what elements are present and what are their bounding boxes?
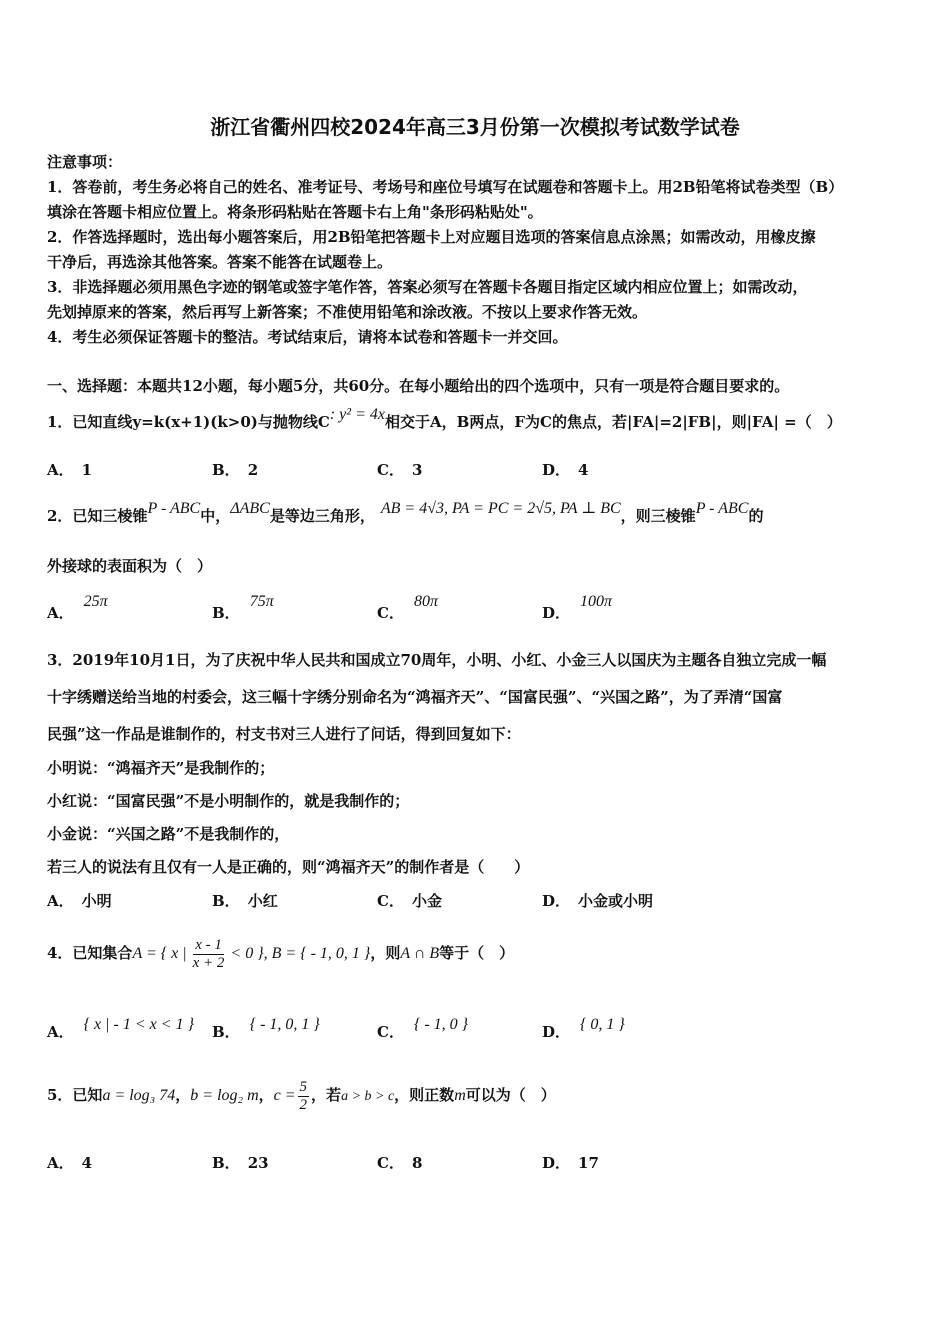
notice-line: 4．考生必须保证答题卡的整洁。考试结束后，请将本试卷和答题卡一并交回。: [47, 328, 568, 346]
page-title: 浙江省衢州四校2024年高三3月份第一次模拟考试数学试卷: [210, 115, 740, 139]
option-value: 小红: [247, 892, 278, 910]
q1-seg: FA: [632, 413, 654, 431]
q1-curve-eq: : y² = 4x: [329, 406, 385, 423]
q2-text: 中，: [200, 507, 231, 525]
option-label: B．: [212, 461, 240, 479]
q2-prefix: 2．已知三棱锥: [47, 507, 148, 525]
q1-point: F: [514, 413, 525, 431]
option-label: B．: [212, 892, 240, 910]
q5-prefix: 5．已知: [47, 1086, 103, 1104]
q1-option-d[interactable]: [542, 460, 588, 480]
option-label: A．: [47, 604, 74, 622]
option-value: 4: [578, 461, 589, 479]
q2-option-b[interactable]: [212, 593, 274, 624]
q4-text: 等于（ ）: [439, 944, 515, 962]
option-label: D．: [542, 604, 571, 622]
option-value: 80π: [413, 593, 438, 610]
option-label: B．: [212, 604, 240, 622]
q2-condition: AB = 4√3, PA = PC = 2√5, PA ⊥ BC: [380, 500, 621, 517]
q3-option-a[interactable]: [47, 891, 112, 911]
q1-text: |=2|: [653, 413, 688, 431]
option-label: C．: [377, 892, 404, 910]
q1-mid: 与抛物线: [257, 413, 318, 431]
option-label: C．: [377, 461, 404, 479]
q2-text: 是等边三角形，: [269, 507, 375, 525]
q3-line: 小红说：“国富民强”不是小明制作的，就是我制作的；: [47, 792, 410, 810]
option-label: A．: [47, 461, 74, 479]
q1-option-c[interactable]: [377, 460, 422, 480]
q1-curve: C: [317, 413, 330, 431]
q1-point: A: [429, 413, 442, 431]
q3-line: 若三人的说法有且仅有一人是正确的，则“鸿福齐天”的制作者是（ ）: [47, 858, 530, 876]
q4-option-b[interactable]: [212, 1016, 320, 1043]
option-value: { - 1, 0 }: [413, 1016, 469, 1033]
question-2: [47, 500, 764, 527]
q1-point: B: [456, 413, 470, 431]
q5-compare: a > b > c: [341, 1089, 395, 1104]
notice-line: 填涂在答题卡相应位置上。将条形码粘贴在答题卡右上角"条形码粘贴处"。: [47, 203, 543, 221]
q3-option-b[interactable]: [212, 891, 278, 911]
question-5: [47, 1075, 556, 1117]
q4-prefix: 4．已知集合: [47, 944, 133, 962]
option-value: 4: [81, 1154, 93, 1172]
q2-pyramid: P - ABC: [147, 500, 201, 517]
q1-text: 为: [525, 413, 541, 431]
q4-set-a: A = { x |: [132, 945, 191, 962]
q5-a: a = log₃ 74: [102, 1087, 176, 1104]
q5-text: ，: [258, 1086, 274, 1104]
q1-seg: FA: [752, 413, 774, 431]
q3-line: 民强”这一作品是谁制作的，村支书对三人进行了问话，得到回复如下：: [47, 725, 521, 743]
q3-line: 3．2019年10月1日，为了庆祝中华人民共和国成立70周年，小明、小红、小金三人以国庆为主题各自独立完成一幅: [47, 651, 827, 669]
notice-line: 2．作答选择题时，选出每小题答案后，用2B铅笔把答题卡上对应题目选项的答案信息点涂黑；如需改动，用橡皮擦: [47, 228, 816, 246]
notice-line: 1．答卷前，考生务必将自己的姓名、准考证号、考场号和座位号填写在试题卷和答题卡上。用2B铅笔将试卷类型（B）: [47, 178, 844, 196]
option-value: { x | - 1 < x < 1 }: [83, 1016, 194, 1033]
q1-option-a[interactable]: [47, 460, 92, 480]
q1-option-b[interactable]: [212, 460, 258, 480]
section-heading: 一、选择题：本题共12小题，每小题5分，共60分。在每小题给出的四个选项中，只有一项是符合题目要求的。: [47, 377, 790, 395]
option-value: 25π: [83, 593, 108, 610]
option-label: A．: [47, 1154, 74, 1172]
q5-option-a[interactable]: [47, 1153, 92, 1173]
option-value: 小明: [81, 892, 112, 910]
question-4: [47, 933, 514, 974]
notice-line: 3．非选择题必须用黑色字迹的钢笔或签字笔作答，答案必须写在答题卡各题目指定区域内相应位置上；如需改动，: [47, 278, 808, 296]
q2-text: ，则三棱锥: [620, 507, 696, 525]
option-value: 3: [411, 461, 423, 479]
q1-text: 的焦点，若|: [551, 413, 633, 431]
fraction-numerator: x - 1: [193, 937, 225, 955]
fraction-denominator: x + 2: [192, 954, 225, 971]
q1-text: | =（ ）: [773, 413, 842, 431]
option-value: 17: [578, 1154, 599, 1172]
q5-option-c[interactable]: [377, 1153, 422, 1173]
q4-intersection: A ∩ B: [400, 945, 440, 962]
q1-text: ，: [441, 413, 457, 431]
notice-line: 干净后，再选涂其他答案。答案不能答在试题卷上。: [47, 253, 393, 271]
option-label: C．: [377, 1154, 404, 1172]
fraction-numerator: 5: [299, 1078, 308, 1095]
q5-m: m: [454, 1087, 466, 1104]
q5-text: ，若: [311, 1086, 342, 1104]
option-value: { - 1, 0, 1 }: [249, 1016, 320, 1033]
option-value: 1: [81, 461, 93, 479]
q5-fraction: [298, 1079, 310, 1114]
option-label: D．: [542, 892, 571, 910]
option-label: D．: [542, 1023, 571, 1041]
q2-pyramid: P - ABC: [695, 500, 749, 517]
q4-option-c[interactable]: [377, 1016, 469, 1043]
option-value: 75π: [249, 593, 274, 610]
q3-line: 十字绣赠送给当地的村委会，这三幅十字绣分别命名为“鸿福齐天”、“国富民强”、“兴国之路”，为了弄清“国富: [47, 688, 783, 706]
q1-point: C: [540, 413, 552, 431]
question-1: [47, 406, 842, 433]
option-value: 8: [411, 1154, 423, 1172]
option-label: A．: [47, 1023, 74, 1041]
option-value: { 0, 1 }: [580, 1016, 625, 1033]
option-value: 小金: [411, 892, 442, 910]
option-label: A．: [47, 892, 74, 910]
option-value: 23: [247, 1154, 269, 1172]
option-label: D．: [542, 1154, 571, 1172]
q4-set-b: < 0 }, B = { - 1, 0, 1 }: [226, 945, 371, 962]
q2-option-a[interactable]: [47, 593, 108, 624]
q5-b: b = log₂ m: [190, 1087, 259, 1104]
q5-text: ，则正数: [394, 1086, 455, 1104]
q3-option-c[interactable]: [377, 891, 442, 911]
q4-fraction: [193, 937, 225, 972]
option-label: C．: [377, 604, 404, 622]
q4-option-a[interactable]: [47, 1016, 194, 1043]
q2-text: 的: [748, 507, 764, 525]
q5-option-b[interactable]: [212, 1153, 269, 1173]
q2-line-2: 外接球的表面积为（ ）: [47, 557, 213, 575]
q1-text: 相交于: [384, 413, 430, 431]
q1-text: |，则|: [711, 413, 753, 431]
q5-option-d[interactable]: [542, 1153, 599, 1173]
notice-heading: 注意事项：: [47, 153, 123, 171]
q3-line: 小金说：“兴国之路”不是我制作的，: [47, 825, 290, 843]
q2-triangle: ΔABC: [230, 500, 270, 517]
option-label: C．: [377, 1023, 404, 1041]
q4-text: ，则: [370, 944, 401, 962]
q3-line: 小明说：“鸿福齐天”是我制作的；: [47, 759, 275, 777]
option-label: D．: [542, 461, 571, 479]
q3-option-d[interactable]: [542, 891, 653, 911]
fraction-denominator: 2: [299, 1096, 308, 1113]
notice-line: 先划掉原来的答案，然后再写上新答案；不准使用铅笔和涂改液。不按以上要求作答无效。: [47, 303, 648, 321]
q5-text: ，: [175, 1086, 191, 1104]
q1-prefix: 1．已知直线: [47, 413, 133, 431]
option-value: 小金或小明: [578, 892, 654, 910]
q1-seg: FB: [687, 413, 712, 431]
q2-option-d[interactable]: [542, 593, 613, 624]
q1-text: 两点，: [469, 413, 515, 431]
option-label: B．: [212, 1154, 240, 1172]
option-value: 100π: [580, 593, 613, 610]
q5-text: 可以为（ ）: [465, 1086, 556, 1104]
option-label: B．: [212, 1023, 240, 1041]
q4-option-d[interactable]: [542, 1016, 625, 1043]
q2-option-c[interactable]: [377, 593, 438, 624]
q1-line-eq: y=k(x+1)(k>0): [132, 413, 258, 431]
option-value: 2: [247, 461, 259, 479]
q5-c: c =: [273, 1087, 296, 1104]
